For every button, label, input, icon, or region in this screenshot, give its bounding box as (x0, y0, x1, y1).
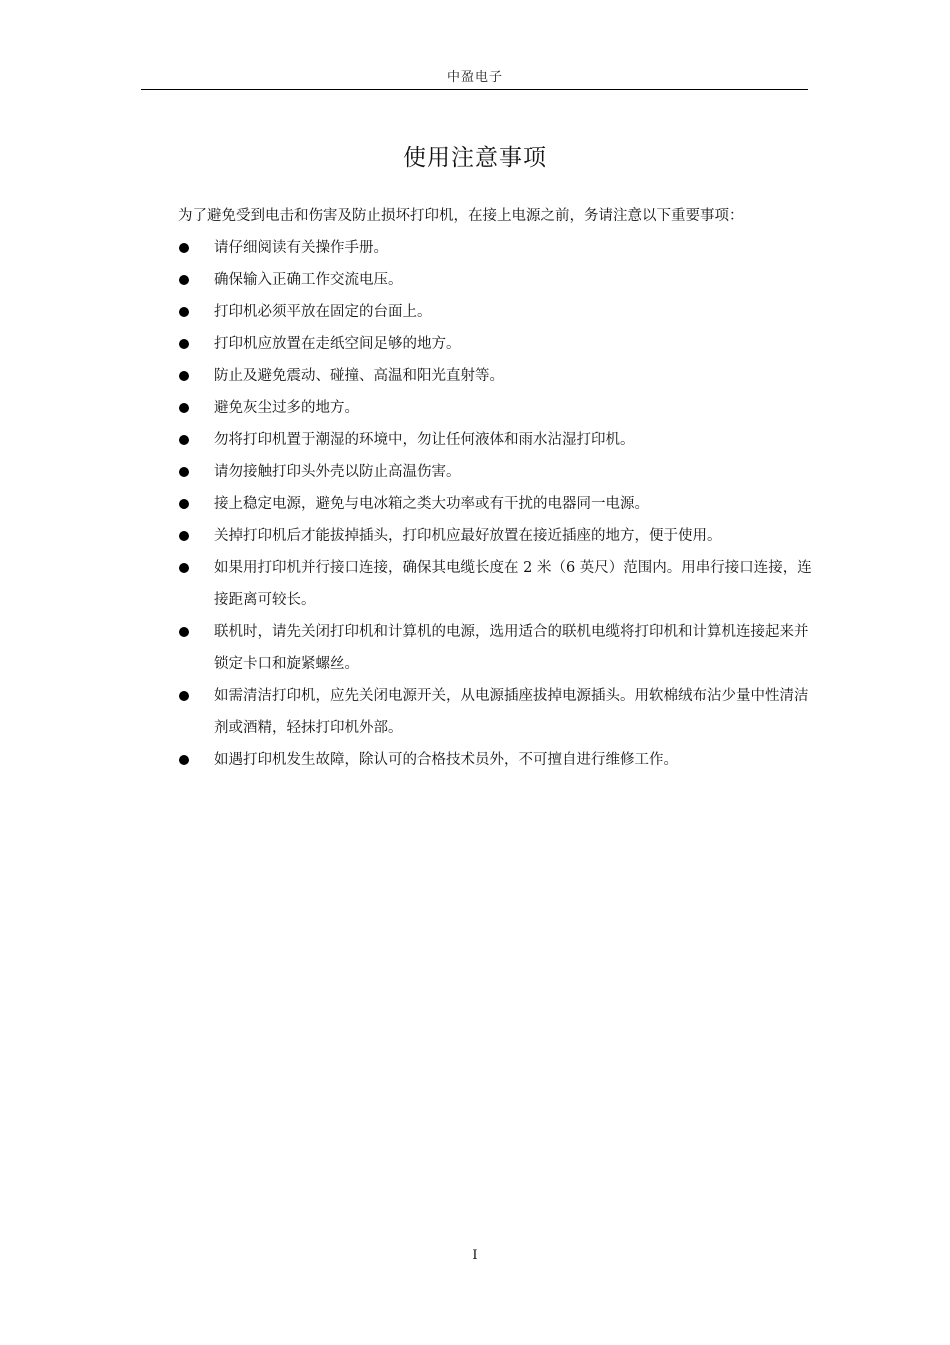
list-item-text: 接上稳定电源，避免与电冰箱之类大功率或有干扰的电器同一电源。 (214, 496, 649, 512)
bullet-icon (179, 275, 189, 285)
header-rule (141, 89, 808, 90)
list-item-text: 确保输入正确工作交流电压。 (214, 272, 403, 288)
list-item-text: 避免灰尘过多的地方。 (214, 400, 359, 416)
list-item (174, 744, 814, 776)
page-title: 使用注意事项 (403, 145, 547, 171)
intro-paragraph: 为了避免受到电击和伤害及防止损坏打印机，在接上电源之前，务请注意以下重要事项： (178, 208, 744, 224)
list-item (174, 520, 814, 552)
bullet-icon (179, 563, 189, 573)
list-item (174, 232, 814, 264)
list-item (174, 392, 814, 424)
precautions-list (174, 232, 814, 776)
list-item (174, 680, 814, 744)
list-item-text: 联机时，请先关闭打印机和计算机的电源，选用适合的联机电缆将打印机和计算机连接起来并锁定卡口和旋紧螺丝。 (214, 624, 809, 672)
list-item-text: 勿将打印机置于潮湿的环境中，勿让任何液体和雨水沾湿打印机。 (214, 432, 635, 448)
bullet-icon (179, 371, 189, 381)
list-item (174, 360, 814, 392)
bullet-icon (179, 467, 189, 477)
list-item-text: 如遇打印机发生故障，除认可的合格技术员外，不可擅自进行维修工作。 (214, 752, 678, 768)
bullet-icon (179, 531, 189, 541)
bullet-icon (179, 627, 189, 637)
page-header: 中盈电子 (446, 70, 503, 85)
bullet-icon (179, 243, 189, 253)
bullet-icon (179, 403, 189, 413)
list-item (174, 616, 814, 680)
list-item-text: 请仔细阅读有关操作手册。 (214, 240, 388, 256)
bullet-icon (179, 499, 189, 509)
list-item-text: 如需清洁打印机，应先关闭电源开关，从电源插座拔掉电源插头。用软棉绒布沾少量中性清洁剂或酒精，轻抹打印机外部。 (214, 688, 809, 736)
list-item-text: 打印机必须平放在固定的台面上。 (214, 304, 432, 320)
page-number: I (472, 1248, 478, 1263)
bullet-icon (179, 307, 189, 317)
bullet-icon (179, 435, 189, 445)
bullet-icon (179, 339, 189, 349)
bullet-icon (179, 755, 189, 765)
list-item-text: 如果用打印机并行接口连接，确保其电缆长度在 2 米（6 英尺）范围内。用串行接口连接，连接距离可较长。 (214, 560, 812, 608)
list-item-text: 防止及避免震动、碰撞、高温和阳光直射等。 (214, 368, 504, 384)
list-item (174, 328, 814, 360)
list-item (174, 456, 814, 488)
bullet-icon (179, 691, 189, 701)
list-item-text: 打印机应放置在走纸空间足够的地方。 (214, 336, 461, 352)
list-item (174, 296, 814, 328)
list-item (174, 424, 814, 456)
list-item-text: 请勿接触打印头外壳以防止高温伤害。 (214, 464, 461, 480)
list-item (174, 488, 814, 520)
list-item-text: 关掉打印机后才能拔掉插头，打印机应最好放置在接近插座的地方，便于使用。 (214, 528, 722, 544)
list-item (174, 552, 814, 616)
list-item (174, 264, 814, 296)
